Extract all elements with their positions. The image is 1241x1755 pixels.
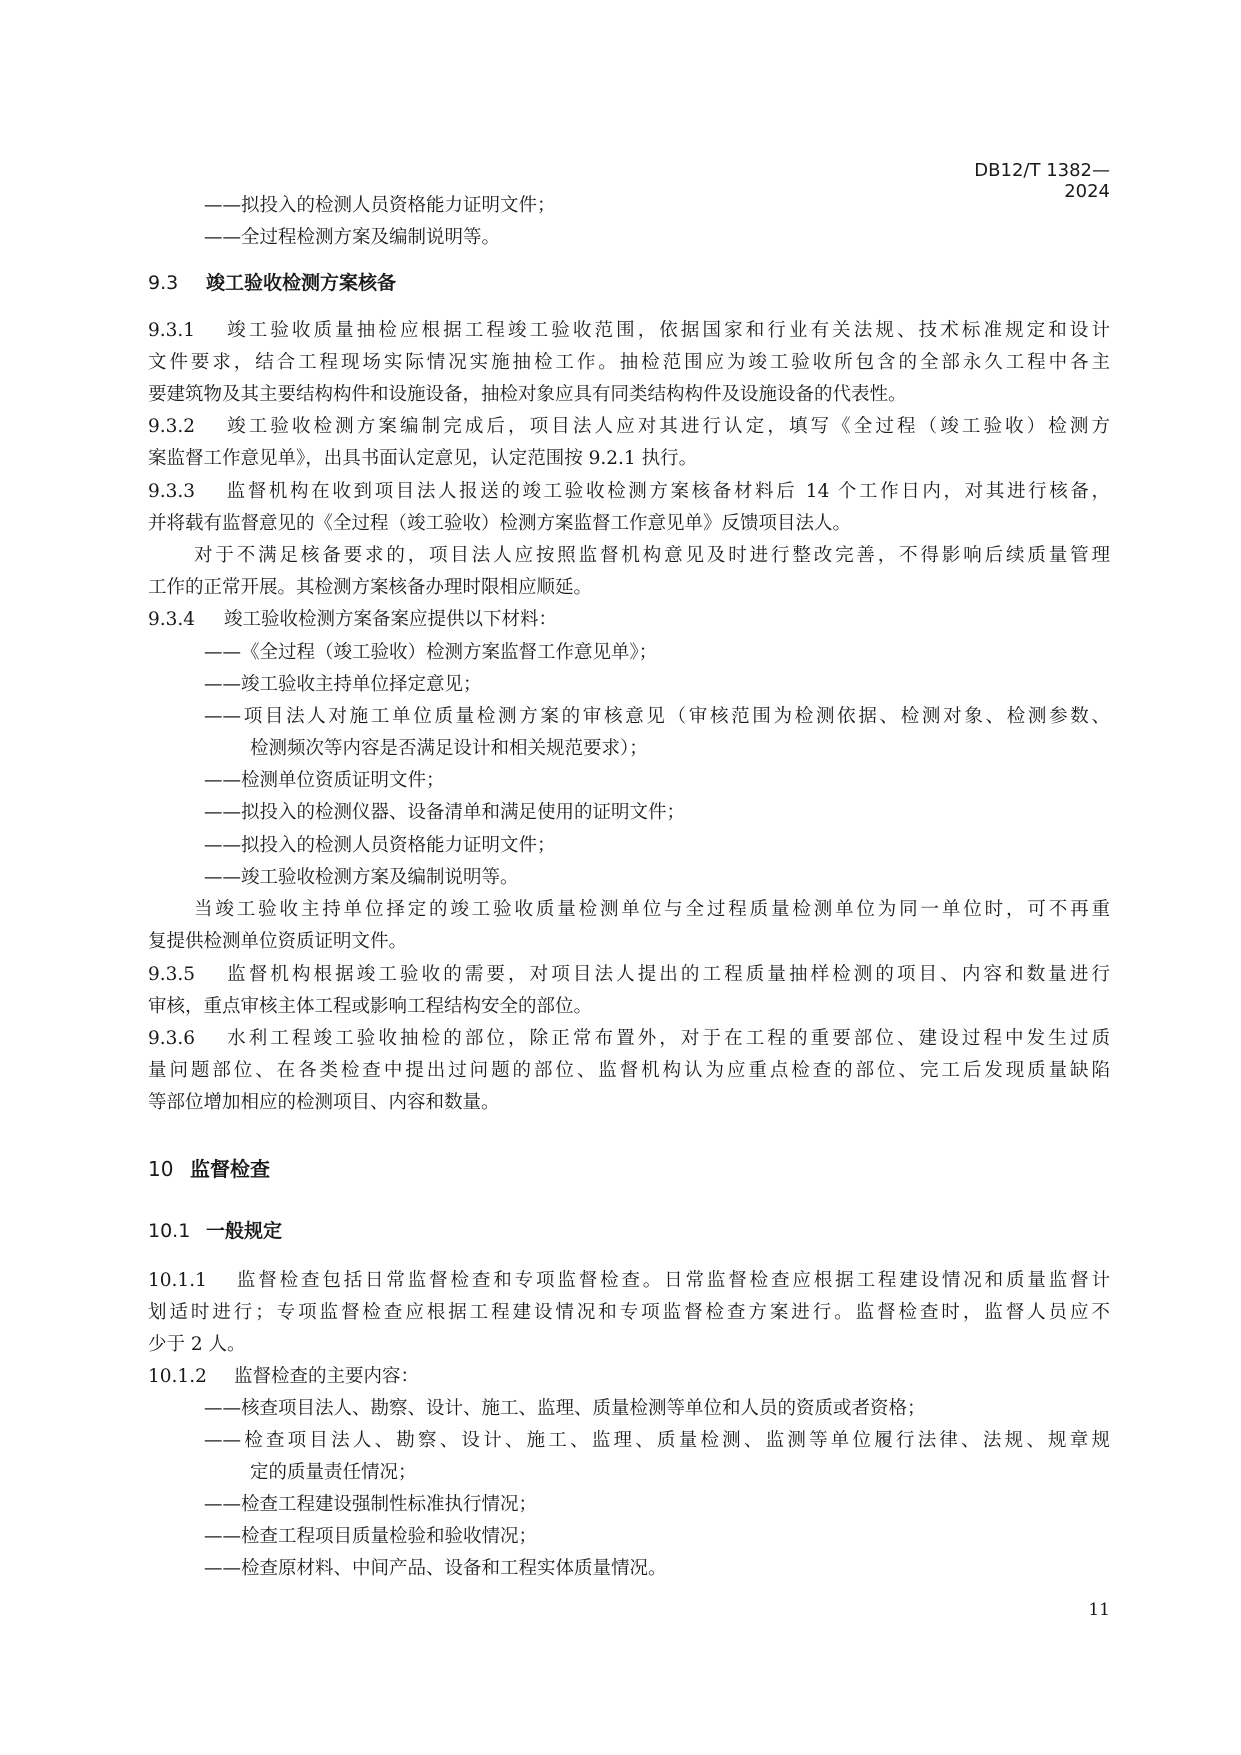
list-item: ——检查原材料、中间产品、设备和工程实体质量情况。: [204, 1558, 667, 1579]
chapter-heading-10: [148, 1156, 1110, 1182]
clause-9-3-3: [148, 479, 1110, 505]
clause-text-line: 案监督工作意见单》，出具书面认定意见，认定范围按 9.2.1 执行。: [148, 448, 698, 469]
list-item: ——拟投入的检测仪器、设备清单和满足使用的证明文件；: [204, 802, 686, 823]
clause-number: 10.1.1: [148, 1270, 207, 1291]
clause-9-3-6: [148, 1026, 1110, 1052]
paragraph-line: 工作的正常开展。其检测方案核备办理时限相应顺延。: [148, 577, 593, 598]
chapter-title: 监督检查: [190, 1157, 270, 1181]
list-item: ——检查工程项目质量检验和验收情况；: [204, 1526, 538, 1547]
chapter-number: 10: [148, 1157, 174, 1181]
clause-number: 9.3.5: [148, 964, 196, 985]
list-item: ——检查工程建设强制性标准执行情况；: [204, 1494, 538, 1515]
clause-text-line: 并将载有监督意见的《全过程（竣工验收）检测方案监督工作意见单》反馈项目法人。: [148, 513, 852, 534]
section-number: 9.3: [148, 272, 179, 294]
clause-text: 监督机构在收到项目法人报送的竣工验收检测方案核备材料后 14 个工作日内，对其进行核备，: [224, 481, 1110, 502]
list-item: ——检查项目法人、勘察、设计、施工、监理、质量检测、监测等单位履行法律、法规、规章规: [204, 1430, 1110, 1451]
clause-text: 竣工验收检测方案编制完成后，项目法人应对其进行认定，填写《全过程（竣工验收）检测方: [224, 416, 1110, 437]
list-item: ——拟投入的检测人员资格能力证明文件；: [204, 835, 556, 856]
clause-number: 9.3.6: [148, 1028, 196, 1049]
list-item: ——拟投入的检测人员资格能力证明文件；: [204, 195, 556, 216]
section-title: 一般规定: [206, 1220, 283, 1242]
section-number: 10.1: [148, 1220, 191, 1242]
clause-text-line: 少于 2 人。: [148, 1334, 246, 1355]
clause-text: 竣工验收质量抽检应根据工程竣工验收范围，依据国家和行业有关法规、技术标准规定和设计: [224, 320, 1110, 341]
clause-number: 9.3.3: [148, 481, 196, 502]
clause-text-line: 审核，重点审核主体工程或影响工程结构安全的部位。: [148, 996, 593, 1017]
document-code: DB12/T 1382—2024: [974, 160, 1110, 202]
clause-number: 10.1.2: [148, 1366, 207, 1387]
paragraph-line: 复提供检测单位资质证明文件。: [148, 931, 408, 952]
clause-text-line: 文件要求，结合工程现场实际情况实施抽检工作。抽检范围应为竣工验收所包含的全部永久工程中各主: [148, 352, 1110, 373]
clause-text-line: 划适时进行；专项监督检查应根据工程建设情况和专项监督检查方案进行。监督检查时，监督人员应不: [148, 1302, 1110, 1323]
section-title: 竣工验收检测方案核备: [206, 272, 397, 294]
list-item-continuation: 检测频次等内容是否满足设计和相关规范要求）；: [250, 738, 648, 759]
clause-number: 9.3.2: [148, 416, 196, 437]
clause-9-3-2: [148, 414, 1110, 440]
list-item: ——检测单位资质证明文件；: [204, 770, 445, 791]
list-item: ——竣工验收检测方案及编制说明等。: [204, 867, 519, 888]
clause-text-line: 等部位增加相应的检测项目、内容和数量。: [148, 1092, 500, 1113]
clause-text: 监督机构根据竣工验收的需要，对项目法人提出的工程质量抽样检测的项目、内容和数量进行: [224, 964, 1110, 985]
list-item: ——竣工验收主持单位择定意见；: [204, 674, 482, 695]
clause-9-3-4: [148, 607, 1110, 633]
list-item-continuation: 定的质量责任情况；: [250, 1462, 417, 1483]
clause-text-line: 要建筑物及其主要结构构件和设施设备，抽检对象应具有同类结构构件及设施设备的代表性。: [148, 384, 907, 405]
clause-text: 水利工程竣工验收抽检的部位，除正常布置外，对于在工程的重要部位、建设过程中发生过质: [224, 1028, 1110, 1049]
clause-text-line: 量问题部位、在各类检查中提出过问题的部位、监督机构认为应重点检查的部位、完工后发现质量缺陷: [148, 1060, 1110, 1081]
list-item: ——项目法人对施工单位质量检测方案的审核意见（审核范围为检测依据、检测对象、检测参数、: [204, 706, 1110, 727]
paragraph-line: 当竣工验收主持单位择定的竣工验收质量检测单位与全过程质量检测单位为同一单位时，可不再重: [194, 899, 1110, 920]
clause-9-3-1: [148, 318, 1110, 344]
page-number: 11: [1088, 1600, 1110, 1620]
list-item: ——核查项目法人、勘察、设计、施工、监理、质量检测等单位和人员的资质或者资格；: [204, 1398, 926, 1419]
section-heading-10-1: [148, 1218, 1110, 1244]
list-item: ——《全过程（竣工验收）检测方案监督工作意见单》；: [204, 642, 658, 663]
clause-text: 竣工验收检测方案备案应提供以下材料：: [224, 609, 558, 630]
clause-10-1-1: [148, 1268, 1110, 1294]
clause-number: 9.3.4: [148, 609, 196, 630]
clause-text: 监督检查的主要内容：: [234, 1366, 420, 1387]
clause-number: 9.3.1: [148, 320, 196, 341]
section-heading-9-3: [148, 270, 1110, 296]
paragraph-line: 对于不满足核备要求的，项目法人应按照监督机构意见及时进行整改完善，不得影响后续质量管理: [194, 545, 1110, 566]
clause-10-1-2: [148, 1364, 1110, 1390]
clause-9-3-5: [148, 962, 1110, 988]
list-item: ——全过程检测方案及编制说明等。: [204, 227, 501, 248]
clause-text: 监督检查包括日常监督检查和专项监督检查。日常监督检查应根据工程建设情况和质量监督计: [234, 1270, 1110, 1291]
